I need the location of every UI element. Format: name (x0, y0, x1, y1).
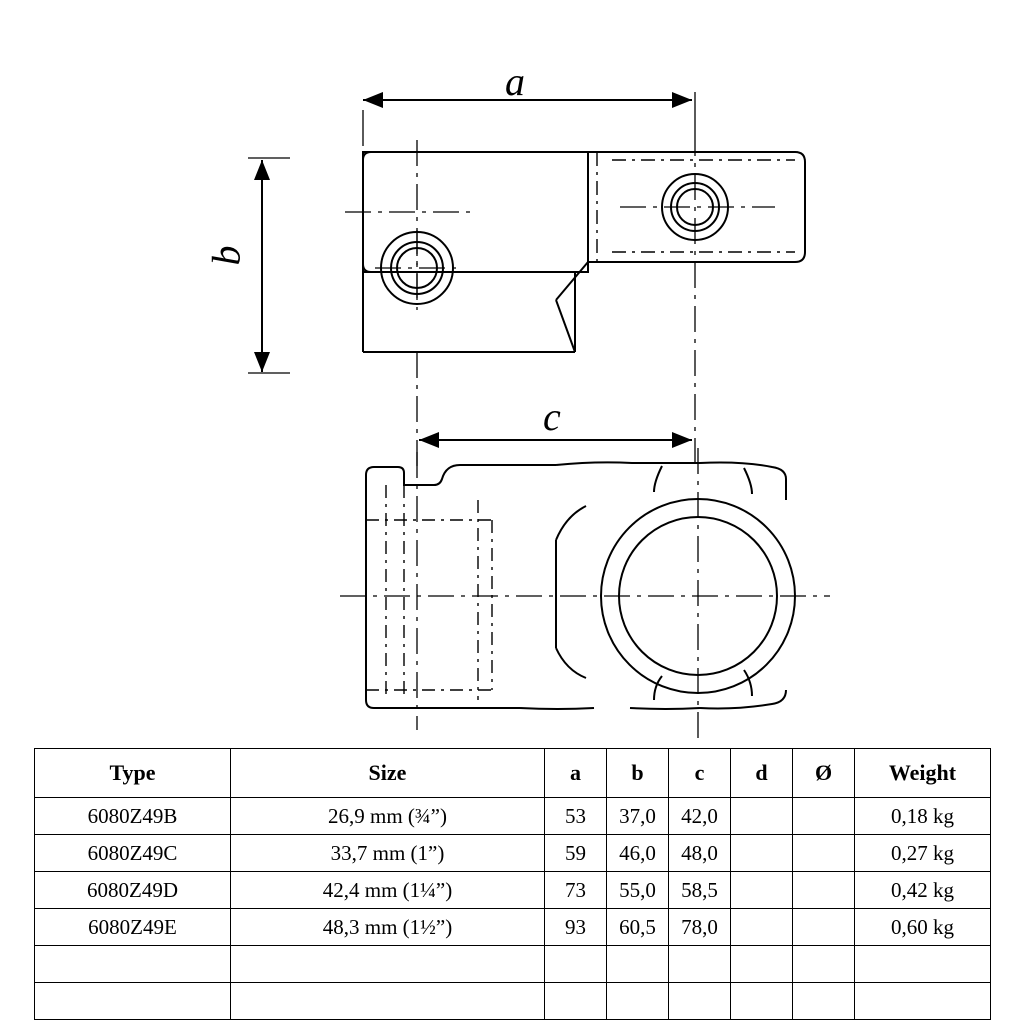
cell-weight (855, 983, 991, 1020)
cell-type: 6080Z49D (35, 872, 231, 909)
cell-diameter (793, 835, 855, 872)
cell-size: 42,4 mm (1¼”) (231, 872, 545, 909)
cell-size: 33,7 mm (1”) (231, 835, 545, 872)
table-row (35, 872, 991, 909)
table-row (35, 946, 991, 983)
column-header-d: d (731, 749, 793, 798)
cell-diameter (793, 983, 855, 1020)
cell-d (731, 798, 793, 835)
cell-type (35, 983, 231, 1020)
cell-b (607, 946, 669, 983)
cell-type: 6080Z49C (35, 835, 231, 872)
table-row (35, 909, 991, 946)
column-header-diameter: Ø (793, 749, 855, 798)
specification-table (34, 748, 991, 1020)
column-header-type: Type (35, 749, 231, 798)
cell-c (669, 946, 731, 983)
specification-table-container (34, 748, 990, 1000)
cell-size (231, 946, 545, 983)
cell-b: 55,0 (607, 872, 669, 909)
cell-d (731, 872, 793, 909)
column-header-size: Size (231, 749, 545, 798)
cell-type: 6080Z49B (35, 798, 231, 835)
cell-diameter (793, 946, 855, 983)
cell-d (731, 946, 793, 983)
front-view-centerlines (340, 448, 830, 740)
column-header-c: c (669, 749, 731, 798)
cell-c (669, 983, 731, 1020)
cell-b: 46,0 (607, 835, 669, 872)
dimension-label-a: a (505, 59, 525, 104)
cell-b: 60,5 (607, 909, 669, 946)
table-row (35, 835, 991, 872)
cell-weight (855, 946, 991, 983)
column-header-b: b (607, 749, 669, 798)
cell-weight: 0,27 kg (855, 835, 991, 872)
cell-type (35, 946, 231, 983)
cell-diameter (793, 798, 855, 835)
table-header-row (35, 749, 991, 798)
cell-d (731, 909, 793, 946)
cell-c: 48,0 (669, 835, 731, 872)
cell-a (545, 983, 607, 1020)
cell-size: 26,9 mm (¾”) (231, 798, 545, 835)
front-view-hidden-lines (366, 485, 492, 700)
dimension-label-b: b (203, 245, 249, 266)
cell-c: 78,0 (669, 909, 731, 946)
cell-d (731, 835, 793, 872)
cell-size: 48,3 mm (1½”) (231, 909, 545, 946)
dimension-line-a (363, 92, 695, 146)
cell-size (231, 983, 545, 1020)
table-row (35, 798, 991, 835)
cell-diameter (793, 872, 855, 909)
cell-a: 59 (545, 835, 607, 872)
cell-c: 58,5 (669, 872, 731, 909)
cell-b (607, 983, 669, 1020)
column-header-weight: Weight (855, 749, 991, 798)
cell-weight: 0,18 kg (855, 798, 991, 835)
column-header-a: a (545, 749, 607, 798)
cell-weight: 0,42 kg (855, 872, 991, 909)
cell-weight: 0,60 kg (855, 909, 991, 946)
cell-a: 93 (545, 909, 607, 946)
table-row (35, 983, 991, 1020)
cell-a (545, 946, 607, 983)
front-view-outline (366, 462, 795, 709)
cell-c: 42,0 (669, 798, 731, 835)
cell-a: 53 (545, 798, 607, 835)
cell-a: 73 (545, 872, 607, 909)
dimension-line-b (248, 158, 290, 373)
cell-diameter (793, 909, 855, 946)
cell-b: 37,0 (607, 798, 669, 835)
cell-d (731, 983, 793, 1020)
cell-type: 6080Z49E (35, 909, 231, 946)
dimension-label-c: c (543, 394, 561, 439)
